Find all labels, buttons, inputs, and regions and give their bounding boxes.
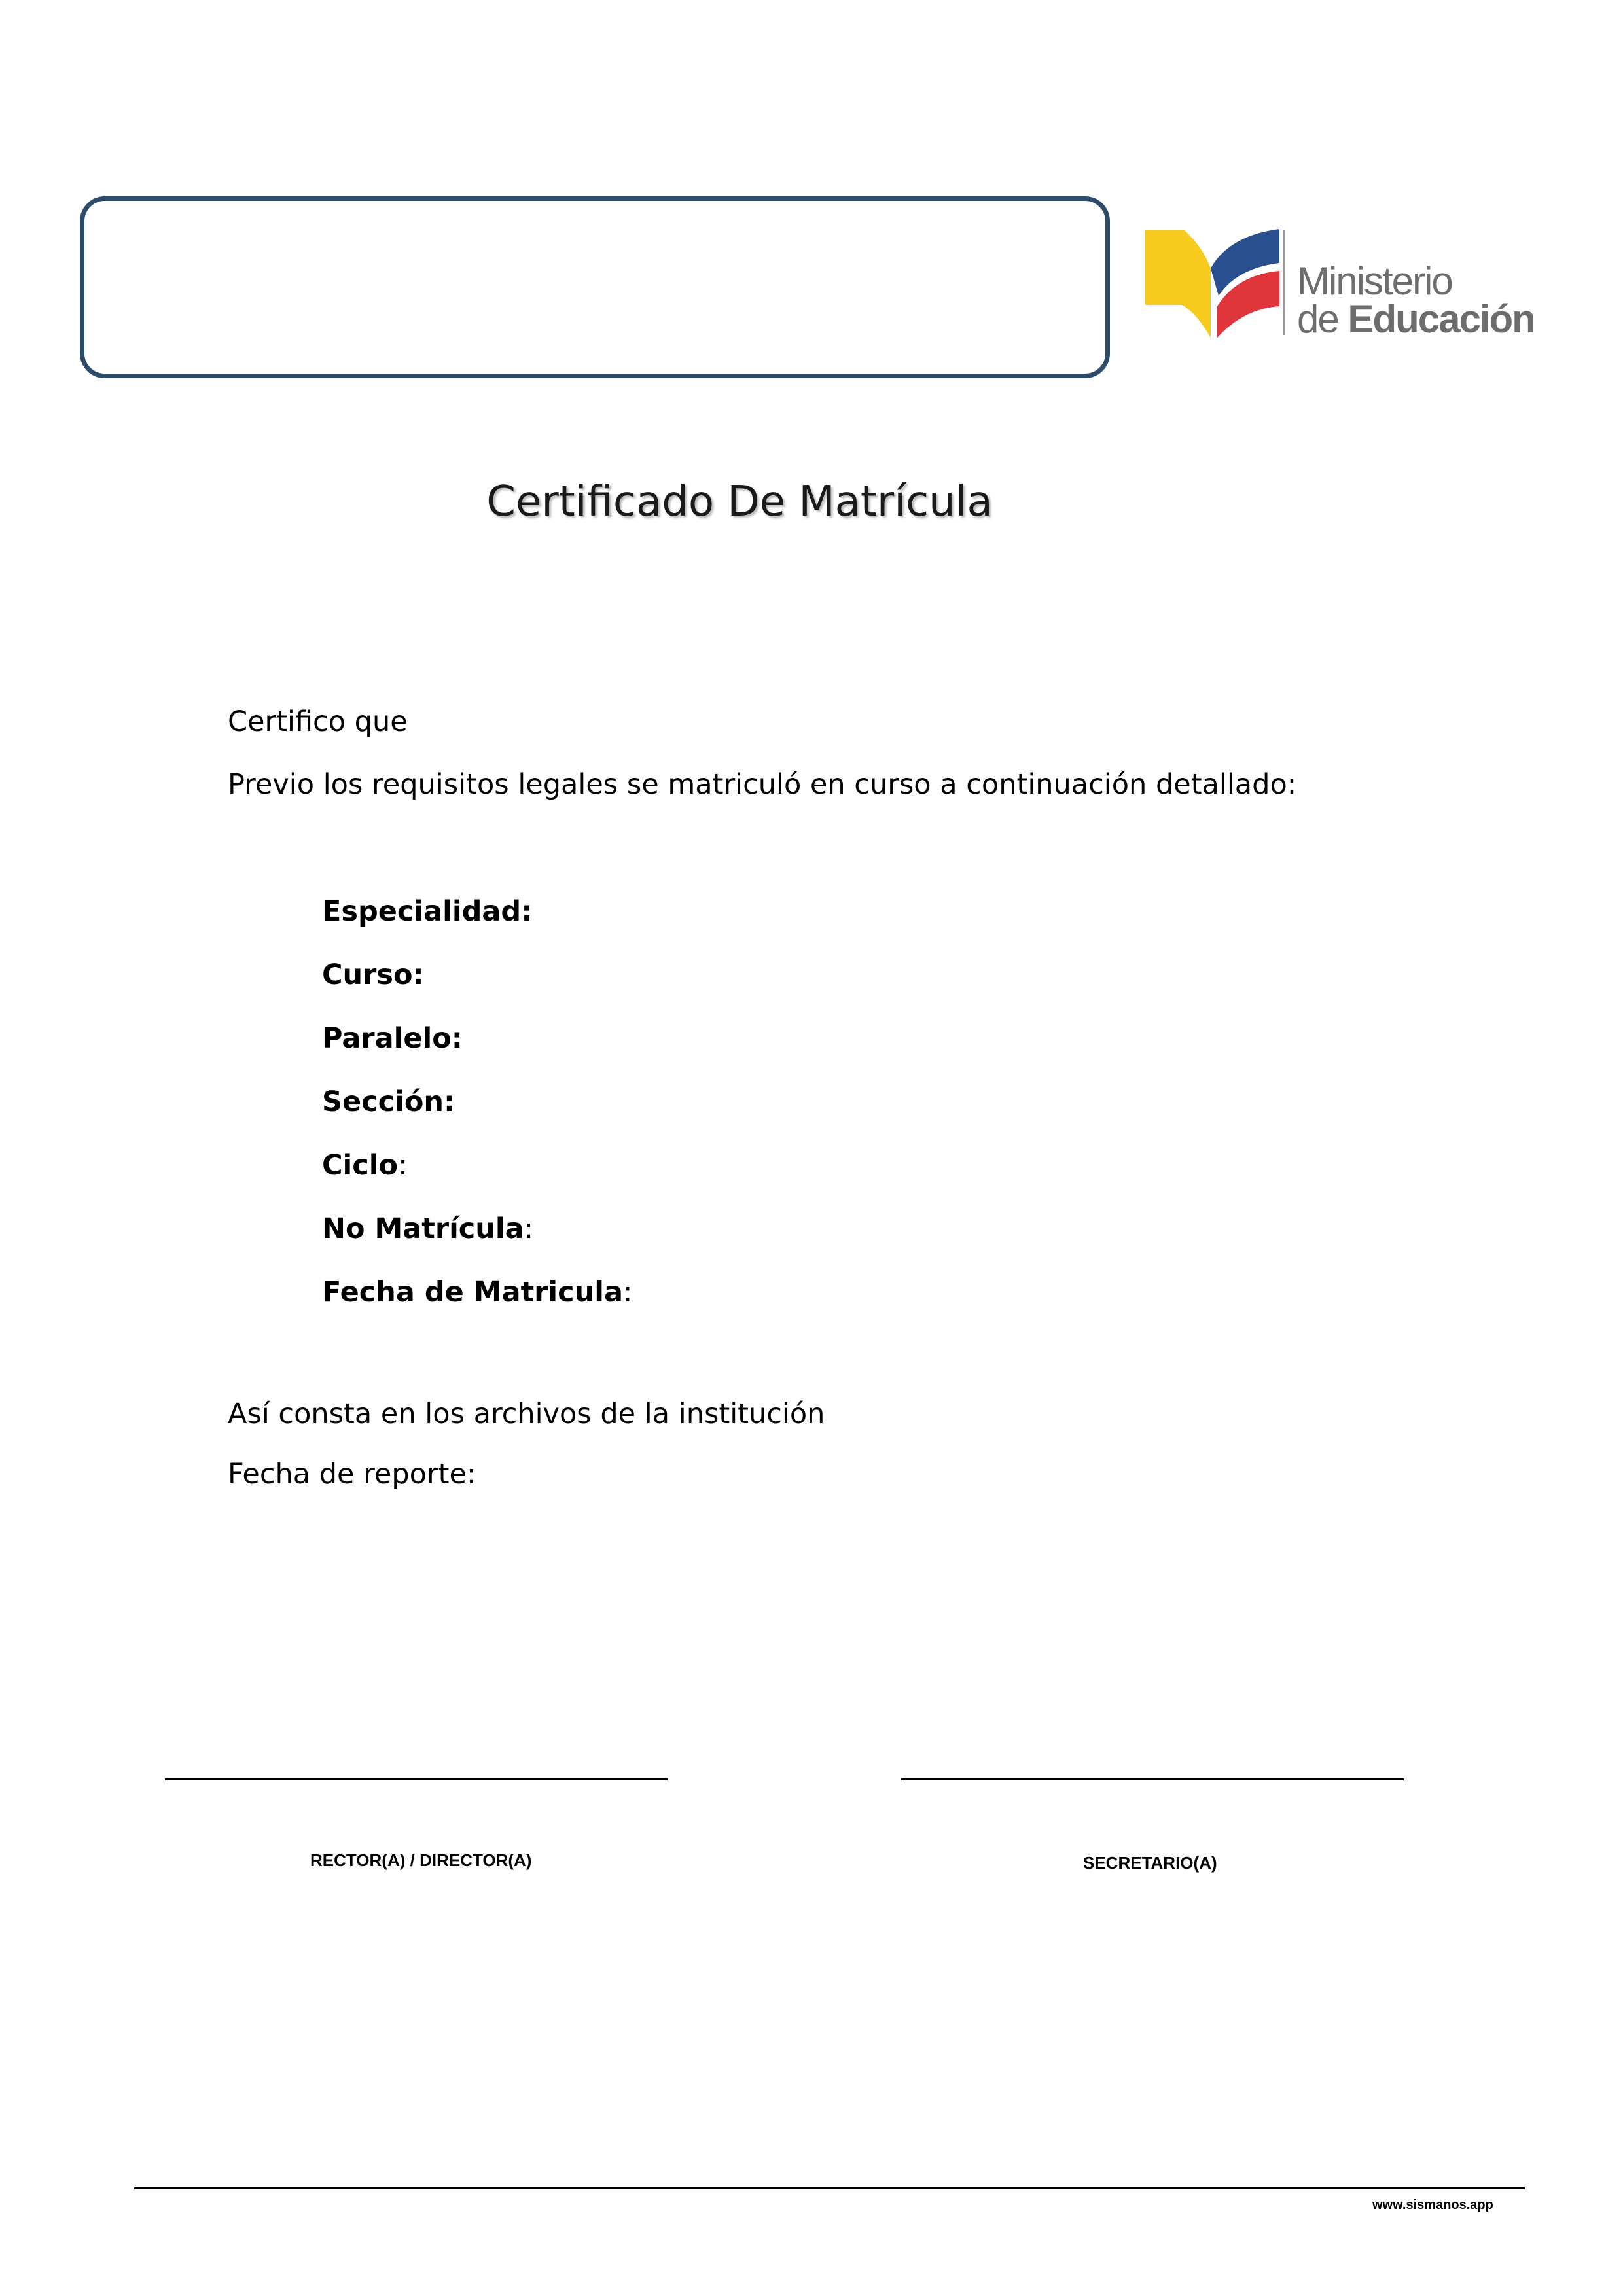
logo-text-educacion: de Educación: [1297, 297, 1535, 341]
footer-divider: [134, 2187, 1525, 2189]
flag-yellow-page: [1145, 230, 1211, 338]
closing-line-1: Así consta en los archivos de la institución: [228, 1398, 825, 1430]
field-no-matricula: No Matrícula:: [322, 1212, 534, 1245]
intro-line-2: Previo los requisitos legales se matriculó en curso a continuación detallado:: [228, 768, 1297, 801]
logo-divider: [1283, 230, 1285, 335]
footer-url: www.sismanos.app: [1372, 2198, 1493, 2212]
ministerio-logo: [1145, 222, 1535, 347]
field-seccion: Sección:: [322, 1086, 455, 1118]
field-paralelo: Paralelo:: [322, 1022, 463, 1055]
field-fecha-matricula: Fecha de Matricula:: [322, 1276, 633, 1309]
intro-line-1: Certifico que: [228, 705, 408, 738]
field-especialidad: Especialidad:: [322, 895, 533, 928]
book-flag-icon: [1145, 222, 1283, 347]
field-ciclo: Ciclo:: [322, 1149, 408, 1182]
signature-label-rector: RECTOR(A) / DIRECTOR(A): [310, 1850, 532, 1870]
signature-label-secretario: SECRETARIO(A): [1083, 1853, 1217, 1873]
signature-line-rector: [165, 1778, 668, 1780]
field-curso: Curso:: [322, 959, 424, 991]
header-box: [80, 196, 1110, 378]
signature-line-secretario: [901, 1778, 1404, 1780]
closing-line-2: Fecha de reporte:: [228, 1458, 476, 1491]
logo-text-ministerio: Ministerio: [1297, 259, 1452, 303]
document-title: Certificado De Matrícula: [486, 478, 993, 526]
